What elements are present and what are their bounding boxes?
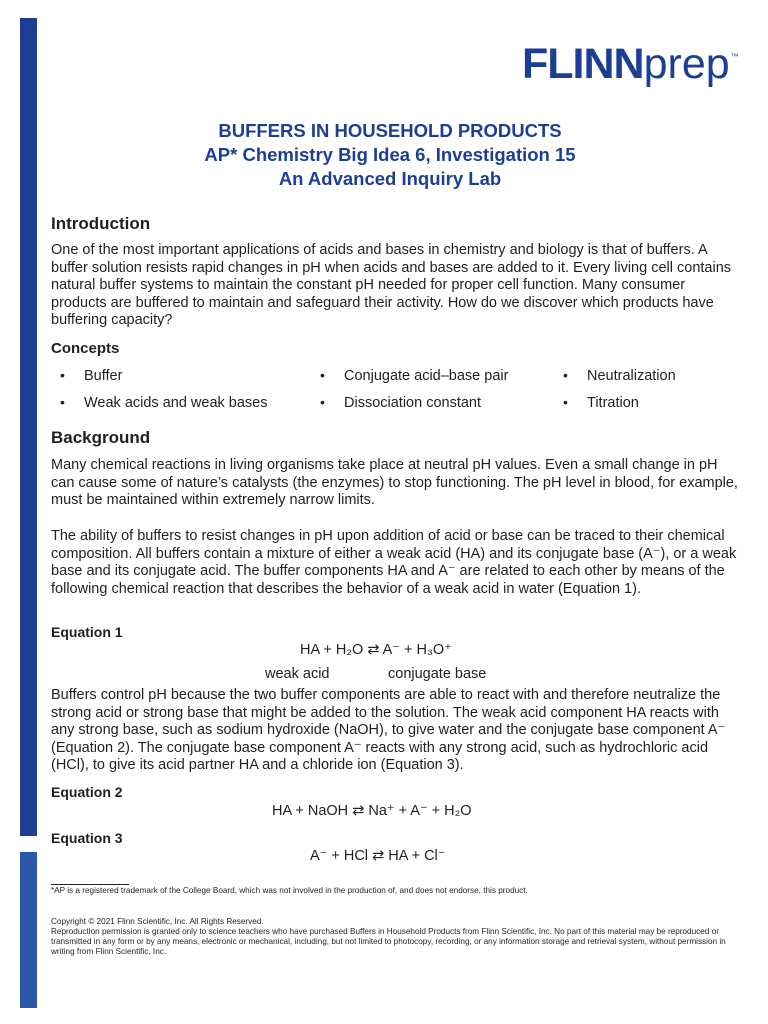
background-paragraph-2: The ability of buffers to resist changes in pH upon addition of acid or base can be traced to their chemical composition. All buffers contain a mixture of either a weak acid (HA) and its conjugate base (A⁻), or a weak base and its conjugate acid. The buffer components HA and A⁻ are related to each other by means of the following chemical reaction that describes the behavior of a weak acid in water (Equation 1). xyxy=(51,528,737,597)
concept-item: Conjugate acid–base pair xyxy=(344,368,509,384)
background-heading: Background xyxy=(51,428,151,447)
equation-1: HA + H₂O ⇄ A⁻ + H₃O⁺ xyxy=(300,642,452,658)
concept-item: Titration xyxy=(587,395,639,411)
introduction-heading: Introduction xyxy=(51,214,151,233)
footnote-divider xyxy=(51,884,129,885)
concepts-heading: Concepts xyxy=(51,340,120,357)
left-accent-bar xyxy=(20,18,37,836)
concept-item: Weak acids and weak bases xyxy=(84,395,268,411)
introduction-text: One of the most important applications of acids and bases in chemistry and biology is that of buffers. A buffer solution resists rapid changes in pH when acids and bases are added to it. Every living cell contains natural buffer systems to maintain the constant pH needed for proper cell function. Many consumer products are buffered to maintain and safeguard their activity. How do we discover which products have buffering capacity? xyxy=(51,242,732,328)
flinnprep-logo xyxy=(522,38,739,90)
equation-2: HA + NaOH ⇄ Na⁺ + A⁻ + H₂O xyxy=(272,803,472,819)
footnote: *AP is a registered trademark of the College Board, which was not involved in the production of, and does not endorse, this product. xyxy=(51,886,528,895)
document-subtitle: AP* Chemistry Big Idea 6, Investigation 15 xyxy=(204,144,576,165)
document-title: BUFFERS IN HOUSEHOLD PRODUCTS xyxy=(218,120,562,141)
logo-text-light: prep xyxy=(643,40,730,88)
logo-trademark: ™ xyxy=(730,52,739,61)
equation-2-label: Equation 2 xyxy=(51,784,123,800)
logo-text-bold: FLINN xyxy=(522,40,644,88)
conjugate-base-label: conjugate base xyxy=(388,666,487,682)
concept-item: Neutralization xyxy=(587,368,676,384)
bullet-icon: • xyxy=(563,367,568,383)
equation-3-label: Equation 3 xyxy=(51,830,123,846)
background-paragraph-1: Many chemical reactions in living organisms take place at neutral pH values. Even a small change in pH can cause some of nature’s catalysts (the enzymes) to stop functioning. The pH level in blood, for example, must be maintained within extremely narrow limits. xyxy=(51,457,738,508)
bullet-icon: • xyxy=(320,367,325,383)
weak-acid-label: weak acid xyxy=(265,666,330,682)
copyright-line: Copyright © 2021 Flinn Scientific, Inc. All Rights Reserved. xyxy=(51,917,264,926)
bullet-icon: • xyxy=(320,394,325,410)
equation-3: A⁻ + HCl ⇄ HA + Cl⁻ xyxy=(310,848,446,864)
permission-text: Reproduction permission is granted only to science teachers who have purchased Buffers in Household Products from Flinn Scientific, Inc. No part of this material may be reproduced or transmitted in any form or by any means, electronic or mechanical, including, but not limited to photocopy, recording, or any information storage and retrieval system, without permission in writing from Flinn Scientific, Inc. xyxy=(51,927,726,956)
bullet-icon: • xyxy=(60,394,65,410)
concept-item: Dissociation constant xyxy=(344,395,482,411)
left-accent-bar-lower xyxy=(20,852,37,1008)
equation-1-label: Equation 1 xyxy=(51,624,123,640)
bullet-icon: • xyxy=(60,367,65,383)
document-subtitle-2: An Advanced Inquiry Lab xyxy=(278,168,502,189)
concept-item: Buffer xyxy=(84,368,123,384)
bullet-icon: • xyxy=(563,394,568,410)
background-paragraph-3: Buffers control pH because the two buffer components are able to react with and therefore neutralize the strong acid or strong base that might be added to the solution. The weak acid component HA reacts with any strong base, such as sodium hydroxide (NaOH), to give water and the conjugate base component A⁻ (Equation 2). The conjugate base component A⁻ reacts with any strong acid, such as hydrochloric acid (HCl), to give its acid partner HA and a chloride ion (Equation 3). xyxy=(51,687,726,773)
copyright-block xyxy=(51,917,741,957)
